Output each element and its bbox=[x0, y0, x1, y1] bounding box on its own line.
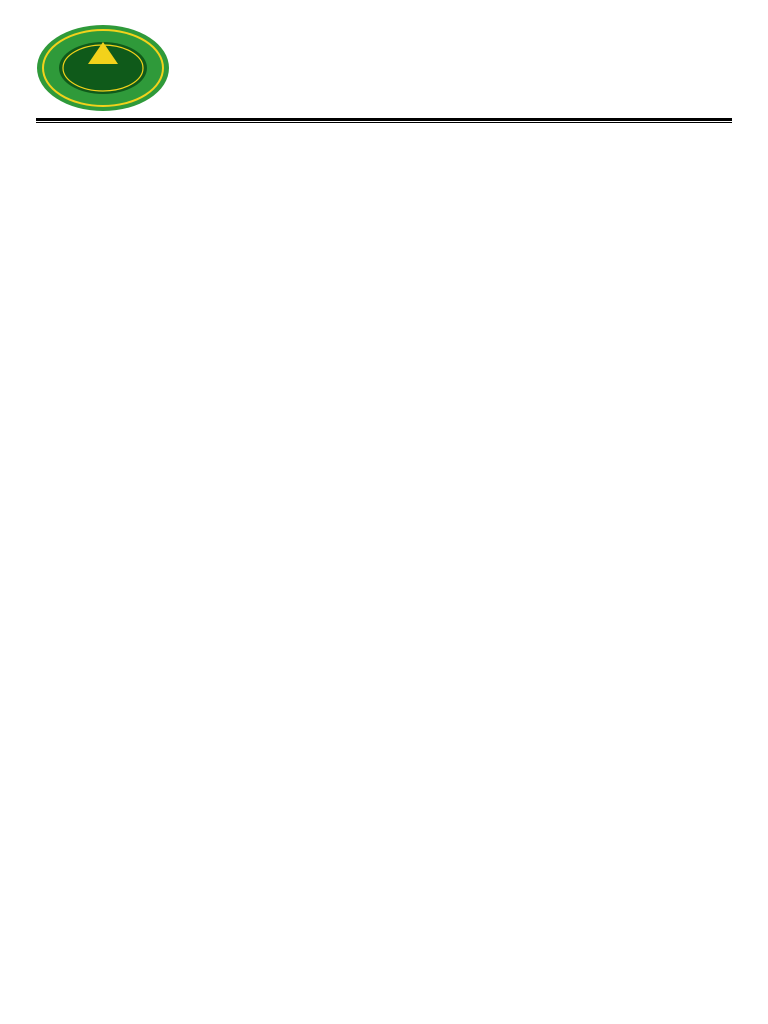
school-logo bbox=[36, 24, 170, 112]
instruction bbox=[58, 164, 62, 178]
letterhead bbox=[0, 0, 768, 118]
header-divider-thick bbox=[36, 118, 732, 121]
header-divider-thin bbox=[36, 122, 732, 123]
